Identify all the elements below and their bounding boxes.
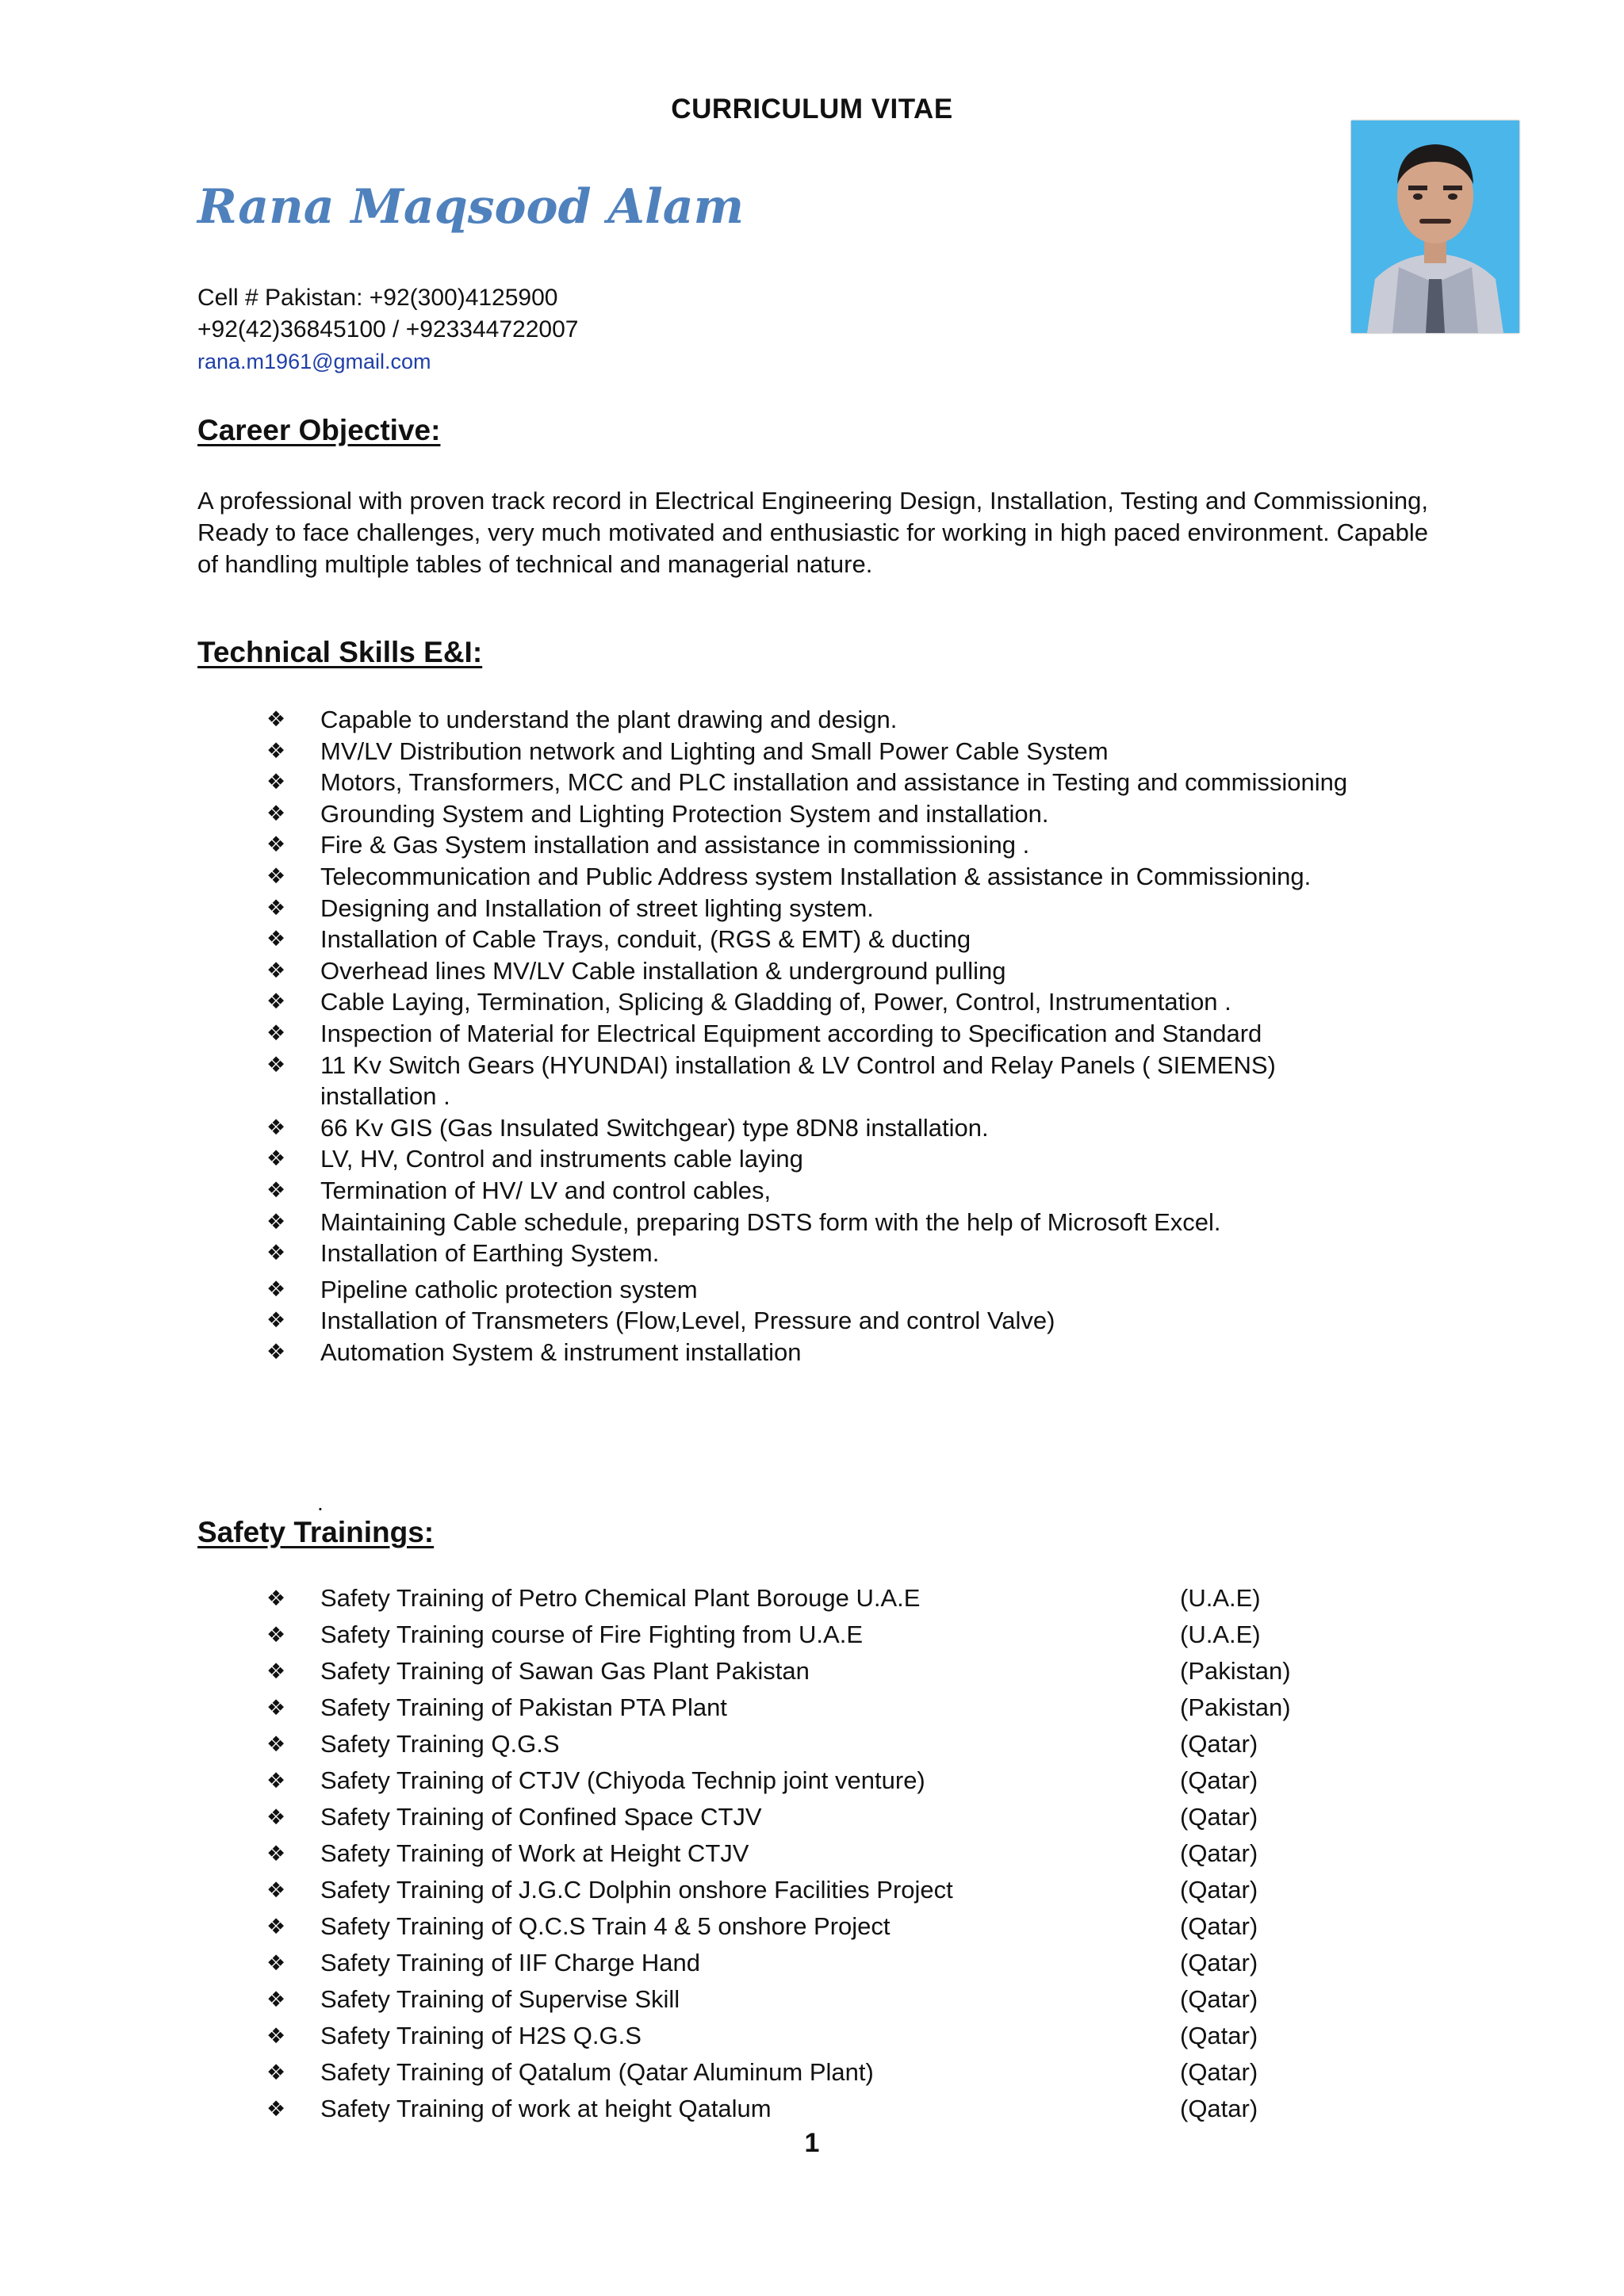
training-location: (Qatar) [1180, 1876, 1258, 1904]
table-row [266, 2091, 1377, 2127]
training-name: Safety Training of Confined Space CTJV [320, 1803, 762, 1831]
phone-line-1: Cell # Pakistan: +92(300)4125900 [197, 285, 558, 311]
training-location: (Qatar) [1180, 2095, 1258, 2122]
training-name: Safety Training of H2S Q.G.S [320, 2022, 642, 2049]
list-item: ❖ Installation of Earthing System. [266, 1238, 1392, 1269]
bullet-icon: ❖ [266, 1177, 286, 1202]
training-name: Safety Training of work at height Qatalum [320, 2095, 772, 2122]
phone-line-2: +92(42)36845100 / +923344722007 [197, 316, 579, 342]
training-location: (Qatar) [1180, 1839, 1258, 1867]
bullet-icon: ❖ [266, 1732, 286, 1756]
bullet-icon: ❖ [266, 1659, 286, 1683]
list-item: ❖ Termination of HV/ LV and control cables, [266, 1175, 1392, 1207]
table-row [266, 1945, 1377, 1981]
table-row [266, 2054, 1377, 2091]
bullet-icon: ❖ [266, 2024, 286, 2048]
bullet-icon: ❖ [266, 958, 286, 982]
bullet-icon: ❖ [266, 895, 286, 920]
list-item: ❖ MV/LV Distribution network and Lighting and Small Power Cable System [266, 736, 1392, 767]
bullet-icon: ❖ [266, 1842, 286, 1866]
career-objective-text: A professional with proven track record in Electrical Engineering Design, Installation, Testing and Commissioning, Ready to face challenges, very much motivated and enthusiastic for working in high paced environment. Capable of handling multiple tables of technical and managerial nature. [197, 487, 1428, 578]
table-row [266, 2018, 1377, 2054]
bullet-icon: ❖ [266, 1020, 286, 1045]
training-location: (Qatar) [1180, 2022, 1258, 2049]
training-location: (U.A.E) [1180, 1621, 1261, 1648]
technical-skills-heading: Technical Skills E&I: [197, 636, 483, 668]
table-row [266, 1872, 1377, 1908]
table-row [266, 1617, 1377, 1653]
bullet-icon: ❖ [266, 863, 286, 888]
table-row [266, 1799, 1377, 1835]
training-name: Safety Training of J.G.C Dolphin onshore Facilities Project [320, 1876, 953, 1904]
candidate-name: Rana Maqsood Alam [197, 179, 745, 235]
table-row [266, 1981, 1377, 2018]
bullet-icon: ❖ [266, 1623, 286, 1647]
bullet-icon: ❖ [266, 1308, 286, 1333]
bullet-icon: ❖ [266, 2061, 286, 2084]
table-row [266, 1908, 1377, 1945]
bullet-icon: ❖ [266, 1276, 286, 1301]
technical-skills-list [266, 704, 1392, 1368]
training-location: (Qatar) [1180, 1912, 1258, 1940]
training-location: (Pakistan) [1180, 1657, 1291, 1685]
table-row [266, 1762, 1377, 1799]
training-name: Safety Training of IIF Charge Hand [320, 1949, 701, 1976]
bullet-icon: ❖ [266, 1951, 286, 1975]
list-item: ❖ Installation of Cable Trays, conduit, (RGS & EMT) & ducting [266, 924, 1392, 955]
bullet-icon: ❖ [266, 1878, 286, 1902]
bullet-icon: ❖ [266, 1915, 286, 1938]
bullet-icon: ❖ [266, 801, 286, 825]
bullet-icon: ❖ [266, 1769, 286, 1793]
list-item: ❖ Maintaining Cable schedule, preparing DSTS form with the help of Microsoft Excel. [266, 1207, 1392, 1238]
email-link[interactable]: rana.m1961@gmail.com [197, 350, 431, 373]
contact-block [197, 282, 578, 377]
training-name: Safety Training of Supervise Skill [320, 1985, 680, 2013]
list-item: ❖ Designing and Installation of street lighting system. [266, 893, 1392, 924]
list-item: ❖ Installation of Transmeters (Flow,Level, Pressure and control Valve) [266, 1305, 1392, 1337]
list-item: ❖ Overhead lines MV/LV Cable installation & underground pulling [266, 955, 1392, 987]
table-row [266, 1580, 1377, 1617]
bullet-icon: ❖ [266, 1115, 286, 1139]
training-name: Safety Training of CTJV (Chiyoda Technip joint venture) [320, 1766, 925, 1794]
document-title: CURRICULUM VITAE [671, 94, 953, 124]
list-item: ❖ 11 Kv Switch Gears (HYUNDAI) installation & LV Control and Relay Panels ( SIEMENS) installation . [266, 1050, 1276, 1111]
bullet-icon: ❖ [266, 738, 286, 763]
training-location: (Pakistan) [1180, 1693, 1291, 1721]
bullet-icon: ❖ [266, 707, 286, 731]
career-objective-heading: Career Objective: [197, 414, 441, 446]
list-item: ❖ 66 Kv GIS (Gas Insulated Switchgear) type 8DN8 installation. [266, 1112, 1392, 1144]
bullet-icon: ❖ [266, 1805, 286, 1829]
list-item: ❖ Telecommunication and Public Address system Installation & assistance in Commissioning. [266, 861, 1392, 893]
list-item: ❖ Automation System & instrument installation [266, 1337, 1392, 1368]
list-item: ❖ Motors, Transformers, MCC and PLC installation and assistance in Testing and commissioning [266, 767, 1392, 798]
table-row [266, 1653, 1377, 1689]
bullet-icon: ❖ [266, 1052, 286, 1077]
list-item: ❖ Capable to understand the plant drawing and design. [266, 704, 1392, 736]
list-item: ❖ Inspection of Material for Electrical Equipment according to Specification and Standard [266, 1018, 1392, 1050]
bullet-icon: ❖ [266, 1586, 286, 1610]
bullet-icon: ❖ [266, 1241, 286, 1265]
stray-period: . [317, 1490, 324, 1515]
table-row [266, 1726, 1377, 1762]
list-item: ❖ LV, HV, Control and instruments cable laying [266, 1143, 1392, 1175]
bullet-icon: ❖ [266, 1209, 286, 1234]
training-location: (Qatar) [1180, 1985, 1258, 2013]
training-location: (U.A.E) [1180, 1584, 1261, 1612]
safety-trainings-heading: Safety Trainings: [197, 1516, 435, 1548]
training-name: Safety Training of Sawan Gas Plant Pakistan [320, 1657, 810, 1685]
training-location: (Qatar) [1180, 1949, 1258, 1976]
page-number: 1 [804, 2128, 820, 2158]
list-item: ❖ Fire & Gas System installation and assistance in commissioning . [266, 829, 1392, 861]
bullet-icon: ❖ [266, 927, 286, 951]
list-item: ❖ Cable Laying, Termination, Splicing & Gladding of, Power, Control, Instrumentation . [266, 986, 1392, 1018]
bullet-icon: ❖ [266, 1696, 286, 1720]
list-item: ❖ Pipeline catholic protection system [266, 1274, 1392, 1306]
bullet-icon: ❖ [266, 989, 286, 1014]
profile-photo [1351, 121, 1519, 333]
training-location: (Qatar) [1180, 1803, 1258, 1831]
training-name: Safety Training of Petro Chemical Plant Borouge U.A.E [320, 1584, 921, 1612]
portrait-image [1351, 121, 1519, 333]
bullet-icon: ❖ [266, 1988, 286, 2011]
training-name: Safety Training of Q.C.S Train 4 & 5 onshore Project [320, 1912, 891, 1940]
bullet-icon: ❖ [266, 832, 286, 857]
training-location: (Qatar) [1180, 1766, 1258, 1794]
bullet-icon: ❖ [266, 1146, 286, 1171]
bullet-icon: ❖ [266, 2097, 286, 2121]
training-name: Safety Training of Qatalum (Qatar Aluminum Plant) [320, 2058, 874, 2086]
training-location: (Qatar) [1180, 2058, 1258, 2086]
training-name: Safety Training Q.G.S [320, 1730, 560, 1758]
training-name: Safety Training course of Fire Fighting from U.A.E [320, 1621, 863, 1648]
list-item: ❖ Grounding System and Lighting Protection System and installation. [266, 798, 1392, 830]
safety-trainings-list [266, 1580, 1377, 2127]
table-row [266, 1689, 1377, 1726]
bullet-icon: ❖ [266, 770, 286, 794]
bullet-icon: ❖ [266, 1339, 286, 1364]
table-row [266, 1835, 1377, 1872]
training-name: Safety Training of Work at Height CTJV [320, 1839, 749, 1867]
training-location: (Qatar) [1180, 1730, 1258, 1758]
training-name: Safety Training of Pakistan PTA Plant [320, 1693, 727, 1721]
